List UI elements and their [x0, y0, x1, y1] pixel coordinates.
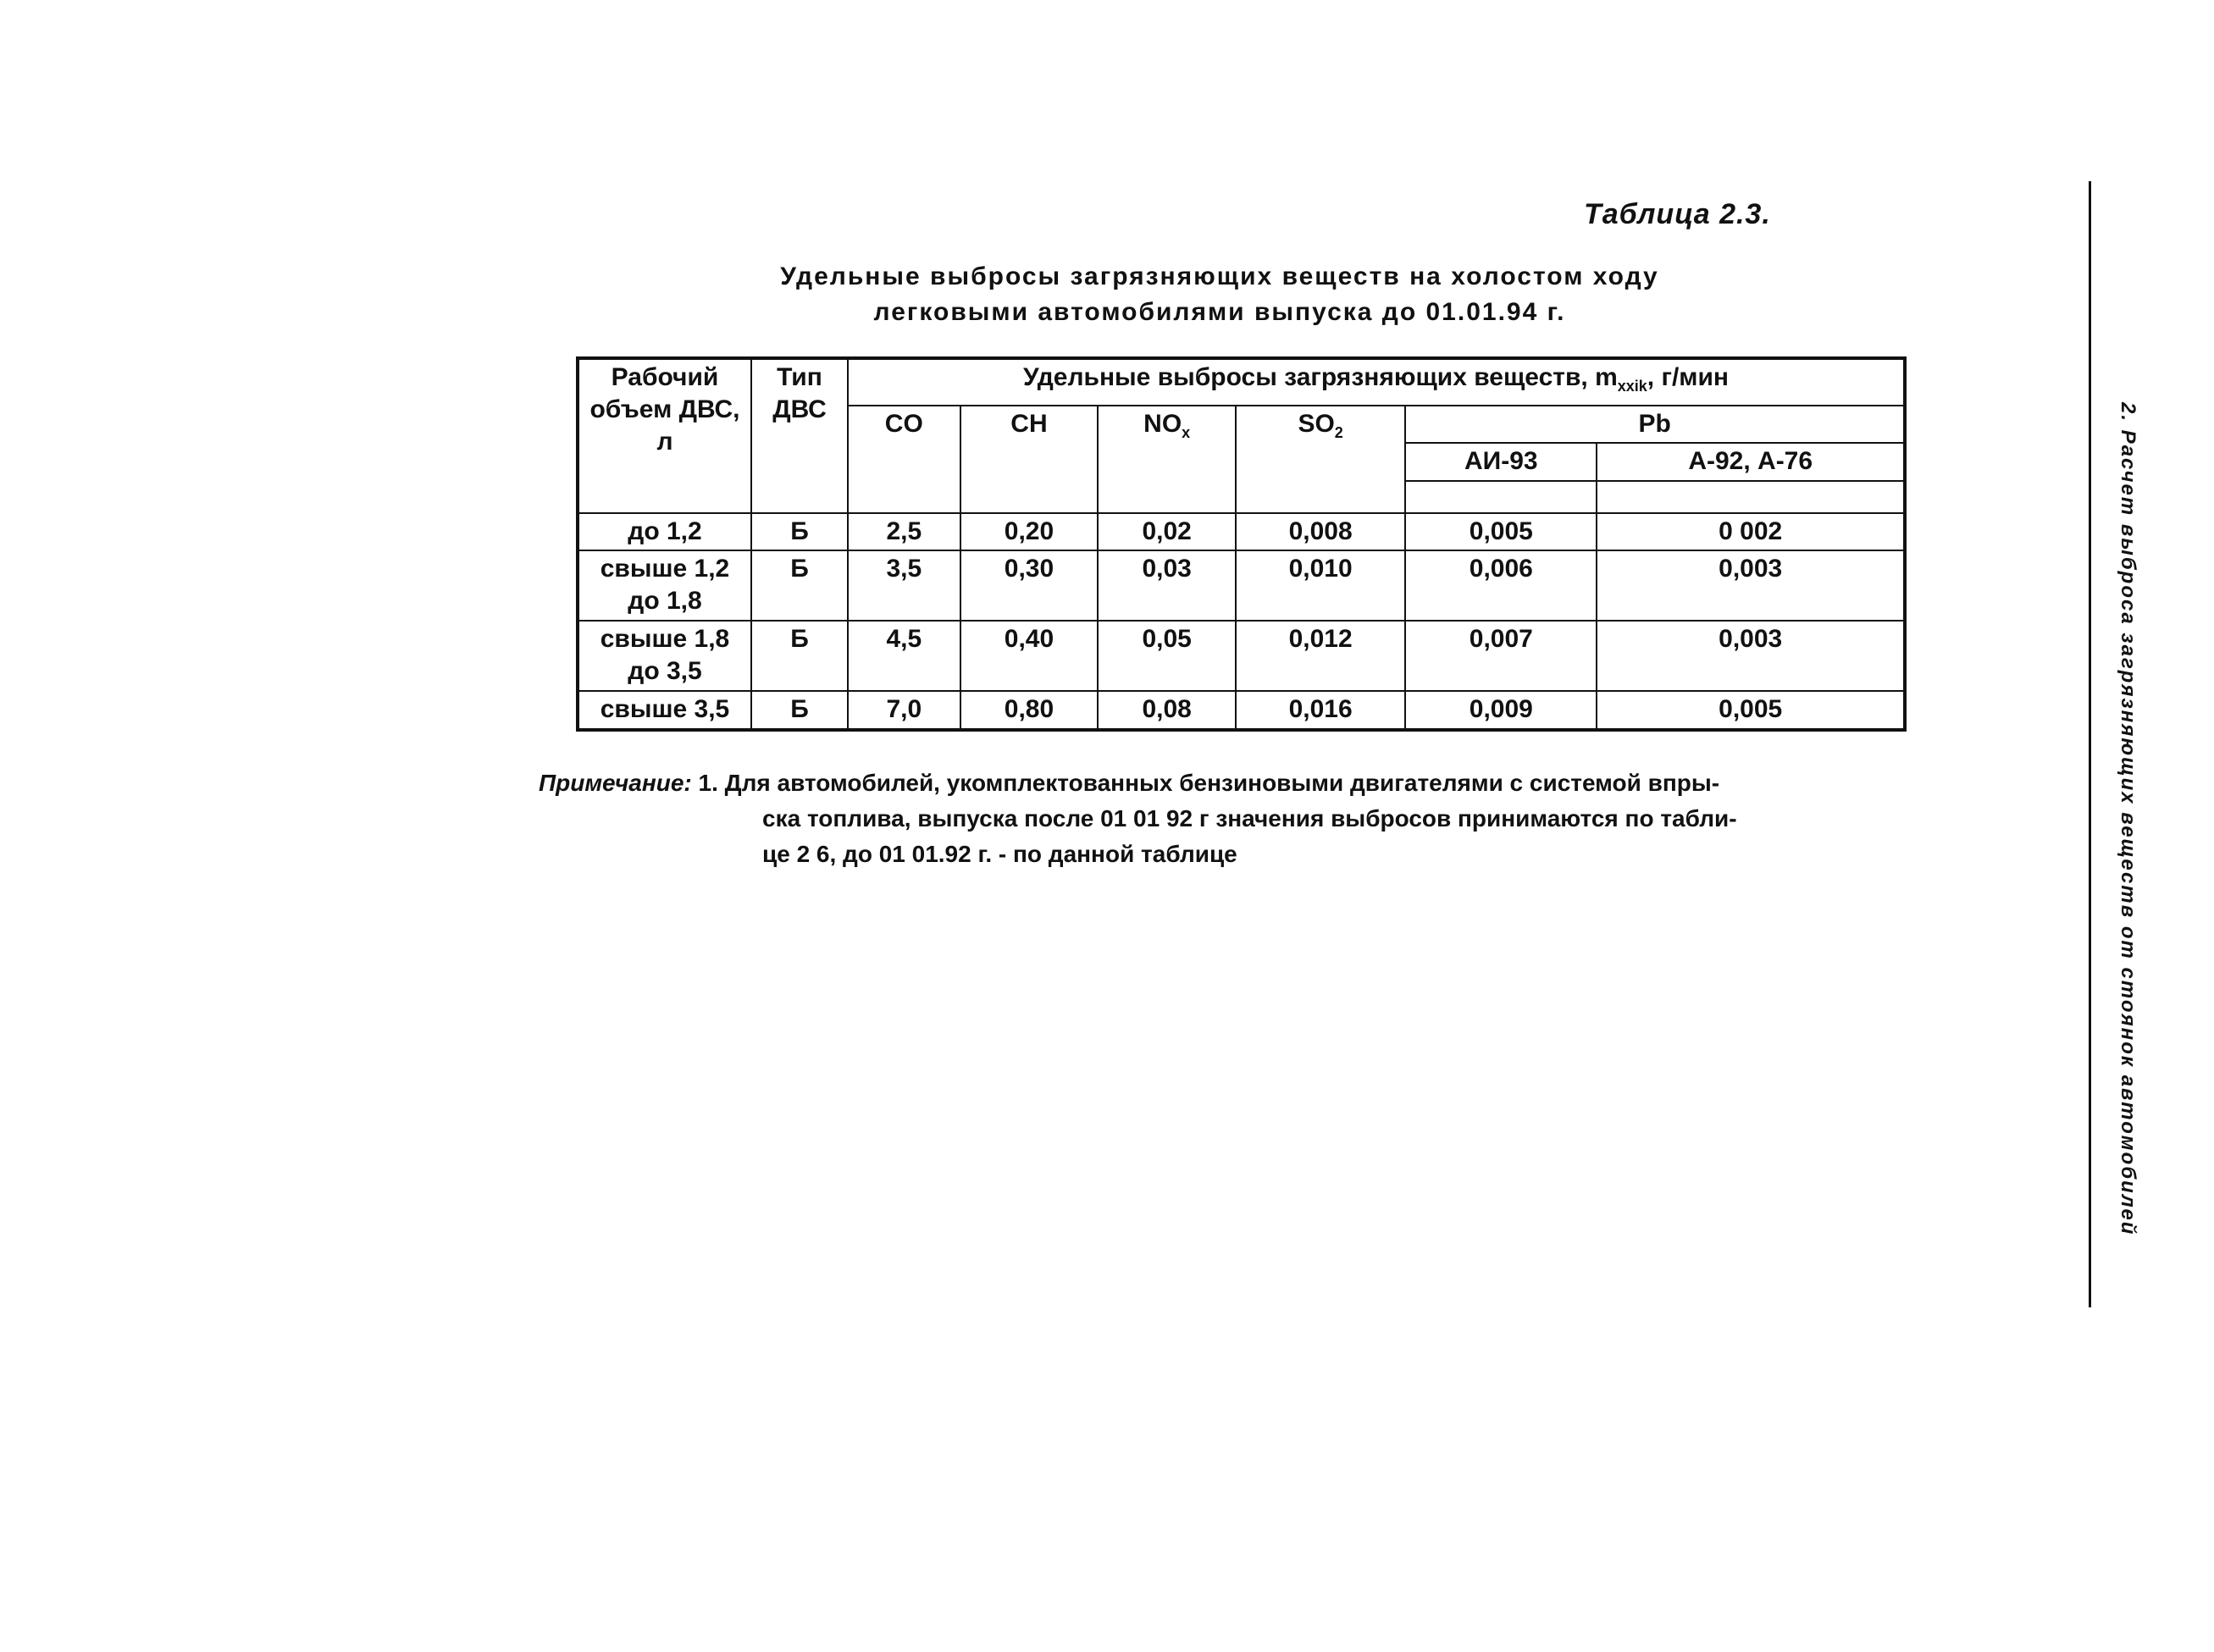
header-group — [848, 358, 1905, 406]
cell-pb-a92: 0,003 — [1597, 550, 1905, 621]
header-pb-a92: А-92, А-76 — [1597, 443, 1905, 481]
header-ch: CH — [960, 406, 1099, 513]
cell-co: 3,5 — [848, 550, 960, 621]
cell-volume: до 1,2 — [578, 513, 751, 551]
cell-nox: 0,05 — [1098, 621, 1236, 691]
header-row-1 — [578, 358, 1905, 406]
cell-nox: 0,08 — [1098, 691, 1236, 730]
title-line-1: Удельные выбросы загрязняющих веществ на холостом ходу — [780, 262, 1659, 290]
cell-ch: 0,20 — [960, 513, 1099, 551]
cell-so2: 0,016 — [1236, 691, 1405, 730]
cell-nox: 0,02 — [1098, 513, 1236, 551]
table-row — [578, 550, 1905, 621]
table-row — [578, 621, 1905, 691]
header-so2 — [1236, 406, 1405, 513]
cell-pb-a92: 0 002 — [1597, 513, 1905, 551]
header-nox — [1098, 406, 1236, 513]
cell-pb-ai93: 0,009 — [1405, 691, 1597, 730]
cell-co: 4,5 — [848, 621, 960, 691]
cell-co: 2,5 — [848, 513, 960, 551]
note-line-3: це 2 6, до 01 01.92 г. - по данной таблице — [762, 841, 1237, 867]
cell-volume: свыше 1,8 до 3,5 — [578, 621, 751, 691]
note-line-1: 1. Для автомобилей, укомплектованных бензиновыми двигателями с системой впры- — [698, 770, 1720, 796]
cell-type: Б — [751, 550, 848, 621]
cell-type: Б — [751, 621, 848, 691]
cell-ch: 0,80 — [960, 691, 1099, 730]
cell-pb-a92: 0,005 — [1597, 691, 1905, 730]
header-group-unit: , г/мин — [1647, 363, 1730, 391]
cell-pb-ai93: 0,006 — [1405, 550, 1597, 621]
cell-type: Б — [751, 513, 848, 551]
header-nox-sub: x — [1182, 423, 1191, 441]
cell-pb-ai93: 0,007 — [1405, 621, 1597, 691]
cell-co: 7,0 — [848, 691, 960, 730]
header-so2-sub: 2 — [1334, 423, 1343, 441]
cell-volume: свыше 1,2 до 1,8 — [578, 550, 751, 621]
header-co: CO — [848, 406, 960, 513]
note-lead: Примечание: — [539, 770, 692, 796]
table-row — [578, 691, 1905, 730]
cell-ch: 0,40 — [960, 621, 1099, 691]
table-title — [593, 259, 1846, 330]
note-line-2: ска топлива, выпуска после 01 01 92 г значения выбросов принимаются по табли- — [762, 805, 1737, 832]
header-pb-a92-spacer — [1597, 481, 1905, 513]
header-group-sub: xxik — [1617, 378, 1647, 395]
cell-so2: 0,012 — [1236, 621, 1405, 691]
table-label: Таблица 2.3. — [1584, 198, 1771, 230]
header-so2-text: SO — [1298, 409, 1335, 438]
margin-rule — [2089, 181, 2091, 1307]
header-engine-type: Тип ДВС — [751, 358, 848, 513]
header-pb-ai93: АИ-93 — [1405, 443, 1597, 481]
header-pb: Pb — [1405, 406, 1905, 444]
cell-pb-a92: 0,003 — [1597, 621, 1905, 691]
title-line-2: легковыми автомобилями выпуска до 01.01.94 г. — [873, 298, 1566, 326]
cell-so2: 0,008 — [1236, 513, 1405, 551]
emissions-table — [576, 356, 1907, 732]
cell-ch: 0,30 — [960, 550, 1099, 621]
header-group-text: Удельные выбросы загрязняющих веществ, m — [1022, 363, 1618, 391]
cell-volume: свыше 3,5 — [578, 691, 751, 730]
cell-type: Б — [751, 691, 848, 730]
cell-so2: 0,010 — [1236, 550, 1405, 621]
header-nox-text: NO — [1143, 409, 1182, 438]
table-row — [578, 513, 1905, 551]
cell-pb-ai93: 0,005 — [1405, 513, 1597, 551]
header-pb-ai93-spacer — [1405, 481, 1597, 513]
header-volume: Рабочий объем ДВС, л — [578, 358, 751, 513]
cell-nox: 0,03 — [1098, 550, 1236, 621]
running-header: 2. Расчет выброса загрязняющих веществ от стоянок автомобилей — [2117, 402, 2139, 1236]
table-note — [539, 765, 1911, 872]
